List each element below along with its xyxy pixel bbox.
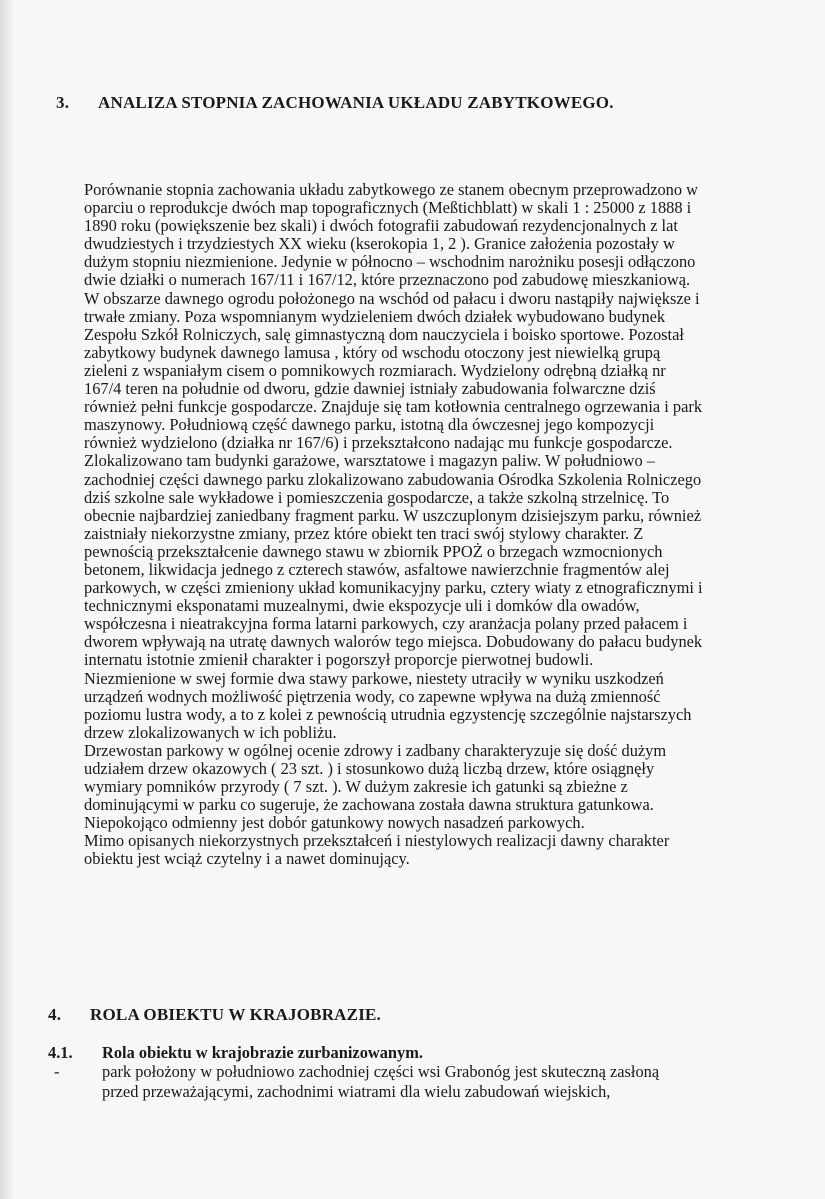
bullet-line: przed przeważającymi, zachodnimi wiatrami dla wielu zabudowań wiejskich, bbox=[102, 1082, 611, 1101]
body-line: parkowych, w części zmieniony układ komunikacyjny parku, cztery wiaty z etnograficznymi i bbox=[84, 578, 703, 598]
bullet-line: park położony w południowo zachodniej części wsi Grabonóg jest skuteczną zasłoną bbox=[102, 1062, 660, 1081]
body-line: technicznymi eksponatami muzealnymi, dwie ekspozycje uli i domków dla owadów, bbox=[84, 596, 640, 616]
body-line: trwałe zmiany. Poza wspomnianym wydzieleniem dwóch działek wybudowano budynek bbox=[84, 306, 666, 326]
body-line: dwudziestych i trzydziestych XX wieku (kserokopia 1, 2 ). Granice założenia pozostały w bbox=[84, 234, 675, 254]
subsection-4-1-title: Rola obiektu w krajobrazie zurbanizowanym. bbox=[102, 1043, 423, 1062]
body-line: Niezmienione w swej formie dwa stawy parkowe, niestety utraciły w wyniku uszkodzeń bbox=[84, 668, 664, 688]
body-line: obiektu jest wciąż czytelny i a nawet dominujący. bbox=[84, 849, 410, 869]
body-line: Niepokojąco odmienny jest dobór gatunkowy nowych nasadzeń parkowych. bbox=[84, 813, 585, 833]
body-line: zachodniej części dawnego parku zlokalizowano zabudowania Ośrodka Szkolenia Rolniczego bbox=[84, 469, 702, 489]
subsection-4-1-number: 4.1. bbox=[48, 1043, 73, 1062]
body-line: dominującymi w parku co sugeruje, że zachowana została dawna struktura gatunkowa. bbox=[84, 795, 654, 815]
body-line: zaistniały niekorzystne zmiany, przez które obiekt ten traci swój stylowy charakter. Z bbox=[84, 523, 644, 543]
section-3-body bbox=[84, 181, 774, 869]
body-line: również pełni funkcje gospodarcze. Znajduje się tam kotłownia centralnego ogrzewania i park bbox=[84, 397, 703, 417]
body-line: betonem, likwidacja jednego z czterech stawów, asfaltowe nawierzchnie fragmentów alej bbox=[84, 559, 670, 579]
body-line: wymiary pomników przyrody ( 7 szt. ). W dużym zakresie ich gatunki są zbieżne z bbox=[84, 777, 628, 797]
body-line: urządzeń wodnych możliwość piętrzenia wody, co zapewne wpływa na dużą zmienność bbox=[84, 686, 661, 706]
section-4-title: ROLA OBIEKTU W KRAJOBRAZIE. bbox=[90, 1005, 382, 1024]
body-line: oparciu o reprodukcje dwóch map topograficznych (Meßtichblatt) w skali 1 : 25000 z 1888 i bbox=[84, 198, 692, 218]
subsection-4-1-heading bbox=[48, 1043, 423, 1063]
body-line: pewnością przekształcenie dawnego stawu w zbiornik PPOŻ o brzegach wzmocnionych bbox=[84, 541, 663, 561]
body-line: Drzewostan parkowy w ogólnej ocenie zdrowy i zadbany charakteryzuje się dość dużym bbox=[84, 740, 667, 760]
bullet-marker: - bbox=[54, 1062, 60, 1081]
body-line: Zespołu Szkół Rolniczych, salę gimnastyczną dom nauczyciela i boisko sportowe. Pozostał bbox=[84, 324, 684, 344]
body-line: współczesna i nieatrakcyjna forma latarni parkowych, czy aranżacja polany przed pałacem i bbox=[84, 614, 688, 634]
section-3-title: ANALIZA STOPNIA ZACHOWANIA UKŁADU ZABYTKOWEGO. bbox=[98, 93, 614, 112]
section-4-heading bbox=[48, 1005, 381, 1025]
body-line: dworem wpływają na utratę dawnych walorów tego miejsca. Dobudowany do pałacu budynek bbox=[84, 632, 703, 652]
body-line: Zlokalizowano tam budynki garażowe, warsztatowe i magazyn paliw. W południowo – bbox=[84, 451, 655, 471]
body-line: udziałem drzew okazowych ( 23 szt. ) i stosunkowo dużą liczbą drzew, które osiągnęły bbox=[84, 759, 655, 778]
body-line: Mimo opisanych niekorzystnych przekształceń i niestylowych realizacji dawny charakter bbox=[84, 831, 670, 851]
body-line: również wydzielono (działka nr 167/6) i przekształcono nadając mu funkcje gospodarcze. bbox=[84, 433, 673, 453]
section-3-heading bbox=[56, 93, 614, 113]
body-line: dziś szkolne sale wykładowe i pomieszczenia gospodarcze, a także szkolną strzelnicę. To bbox=[84, 487, 670, 507]
body-line: zabytkowy budynek dawnego lamusa , który od wschodu otoczony jest niewielką grupą bbox=[84, 342, 661, 362]
body-line: poziomu lustra wody, a to z kolei z pewnością utrudnia egzystencję szczególnie najstarszych bbox=[84, 704, 692, 724]
body-line: 1890 roku (powiększenie bez skali) i dwóch fotografii zabudowań rezydencjonalnych z lat bbox=[84, 216, 678, 236]
body-line: obecnie najbardziej zaniedbany fragment parku. W uszczuplonym dzisiejszym parku, również bbox=[84, 505, 702, 525]
body-line: 167/4 teren na południe od dworu, gdzie dawniej istniały zabudowania folwarczne dziś bbox=[84, 379, 656, 399]
body-line: maszynowy. Południową część dawnego parku, istotną dla ówczesnej jego kompozycji bbox=[84, 415, 655, 435]
body-line: dużym stopniu niezmienione. Jedynie w północno – wschodnim narożniku posesji odłączono bbox=[84, 252, 696, 272]
body-line: zieleni z wspaniałym cisem o pomnikowych rozmiarach. Wydzielony odrębną działką nr bbox=[84, 360, 666, 380]
body-line: W obszarze dawnego ogrodu położonego na wschód od pałacu i dworu nastąpiły największe i bbox=[84, 288, 700, 308]
body-line: internatu istotnie zmienił charakter i pogorszył proporcje pierwotnej budowli. bbox=[84, 650, 594, 670]
section-4-number: 4. bbox=[48, 1005, 62, 1024]
body-line: dwie działki o numerach 167/11 i 167/12, które przeznaczono pod zabudowę mieszkaniową. bbox=[84, 270, 691, 290]
body-line: drzew zlokalizowanych w ich pobliżu. bbox=[84, 722, 337, 742]
body-line: Porównanie stopnia zachowania układu zabytkowego ze stanem obecnym przeprowadzono w bbox=[84, 180, 698, 199]
section-3-number: 3. bbox=[56, 93, 70, 112]
